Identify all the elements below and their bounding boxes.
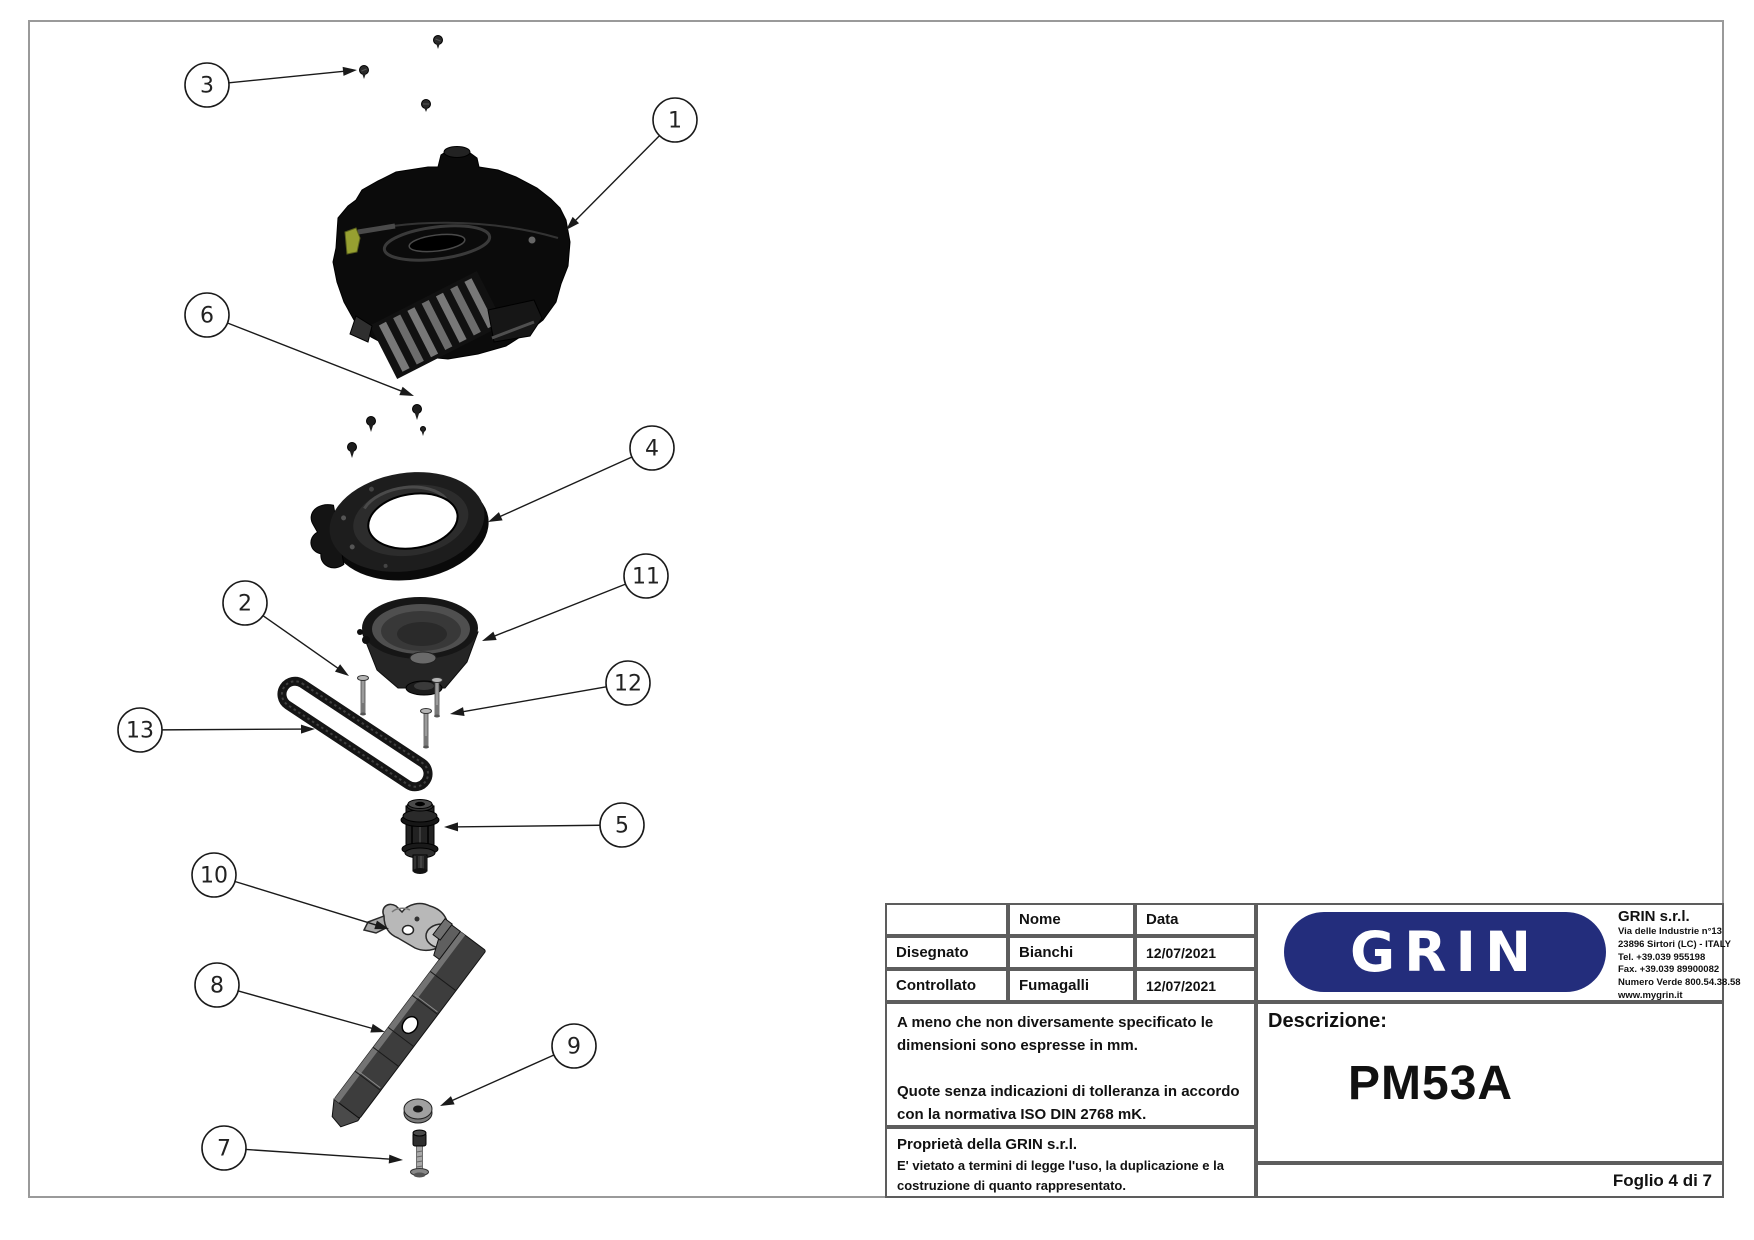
row-disegnato-date bbox=[1135, 936, 1256, 969]
callout-number: 8 bbox=[210, 973, 224, 999]
tolerance-notes-box bbox=[885, 1002, 1256, 1127]
company-address-line: Tel. +39.039 955198 bbox=[1618, 951, 1706, 963]
callout-12 bbox=[450, 661, 650, 716]
company-info bbox=[1618, 908, 1741, 1016]
leader-line bbox=[488, 584, 626, 639]
spindle-pulley bbox=[401, 800, 439, 875]
bolt-12b bbox=[421, 709, 432, 749]
blade-washer bbox=[404, 1099, 432, 1123]
table-header-nome bbox=[1008, 903, 1135, 936]
leader-line bbox=[235, 881, 383, 927]
blade-bolt bbox=[411, 1130, 429, 1178]
callout-9 bbox=[440, 1024, 596, 1106]
company-address-line: Via delle Industrie n°13 bbox=[1618, 926, 1722, 937]
drive-belt bbox=[277, 676, 433, 792]
leader-arrowhead bbox=[389, 1155, 403, 1164]
leader-line bbox=[162, 729, 309, 730]
callout-number: 2 bbox=[238, 591, 252, 617]
callout-number: 7 bbox=[217, 1136, 231, 1162]
header-data-label: Data bbox=[1146, 911, 1179, 928]
leader-line bbox=[263, 616, 344, 673]
company-address-line: www.mygrin.it bbox=[1618, 990, 1683, 1002]
callout-number: 3 bbox=[200, 73, 214, 99]
leader-arrowhead bbox=[482, 632, 497, 641]
property-body: E' vietato a termini di legge l'uso, la duplicazione e la costruzione di quanto rappresentato. bbox=[897, 1158, 1224, 1193]
leader-line bbox=[570, 136, 659, 226]
description-box bbox=[1256, 1002, 1724, 1163]
callout-number: 9 bbox=[567, 1034, 581, 1060]
callout-number: 5 bbox=[615, 813, 629, 839]
row-controllato-name bbox=[1008, 969, 1135, 1002]
callout-4 bbox=[488, 426, 674, 522]
leader-arrowhead bbox=[450, 707, 465, 716]
leader-arrowhead bbox=[399, 387, 414, 396]
callout-number: 4 bbox=[645, 436, 659, 462]
row-controllato-role bbox=[885, 969, 1008, 1002]
callout-number: 1 bbox=[668, 108, 682, 134]
callout-11 bbox=[482, 554, 668, 641]
notes-line1: A meno che non diversamente specificato le dimensioni sono espresse in mm. bbox=[897, 1014, 1214, 1054]
engine-assembly bbox=[333, 147, 570, 379]
leader-line bbox=[246, 1149, 397, 1159]
row-controllato-date bbox=[1135, 969, 1256, 1002]
belt-cover-bowl bbox=[357, 597, 478, 695]
leader-line bbox=[229, 71, 351, 83]
model-code: PM53A bbox=[1348, 1057, 1514, 1110]
callout-3 bbox=[185, 63, 357, 107]
callout-10 bbox=[192, 853, 389, 929]
sheet-number: Foglio 4 di 7 bbox=[1612, 1170, 1712, 1190]
company-address-line: Fax. +39.039 89900082 bbox=[1618, 964, 1720, 976]
leader-arrowhead bbox=[370, 1024, 385, 1033]
callout-1 bbox=[566, 98, 697, 230]
company-name: GRIN s.r.l. bbox=[1618, 908, 1690, 925]
callout-number: 13 bbox=[126, 718, 154, 744]
callout-5 bbox=[444, 803, 644, 847]
header-nome-label: Nome bbox=[1019, 911, 1061, 928]
callout-13 bbox=[118, 708, 315, 752]
description-label: Descrizione: bbox=[1268, 1010, 1387, 1032]
leader-arrowhead bbox=[488, 512, 503, 522]
callout-number: 10 bbox=[200, 863, 228, 889]
engine-cover-screws bbox=[360, 36, 443, 113]
notes-line2: Quote senza indicazioni di tolleranza in accordo con la normativa ISO DIN 2768 mK. bbox=[897, 1083, 1240, 1123]
callout-number: 11 bbox=[632, 564, 660, 590]
leader-arrowhead bbox=[440, 1096, 455, 1106]
leader-arrowhead bbox=[444, 822, 458, 831]
company-address-line: Numero Verde 800.54.38.58 bbox=[1618, 977, 1741, 989]
housing-ring bbox=[302, 461, 496, 595]
callout-7 bbox=[202, 1126, 403, 1170]
callout-number: 6 bbox=[200, 303, 214, 329]
leader-line bbox=[493, 457, 631, 519]
disegnato-label: Disegnato bbox=[896, 944, 969, 961]
mower-blade bbox=[307, 919, 486, 1133]
company-address-line: 23896 Sirtori (LC) - ITALY bbox=[1618, 938, 1731, 950]
grin-logo: GRIN bbox=[1284, 912, 1606, 992]
logo-box bbox=[1256, 903, 1741, 1002]
leader-arrowhead bbox=[343, 67, 357, 76]
disegnato-name: Bianchi bbox=[1019, 944, 1074, 961]
sheet-number-bar bbox=[1256, 1163, 1724, 1198]
leader-line bbox=[450, 825, 600, 827]
property-title: Proprietà della GRIN s.r.l. bbox=[897, 1136, 1078, 1153]
table-header-empty bbox=[885, 903, 1008, 936]
bolt-2 bbox=[358, 676, 369, 716]
callout-8 bbox=[195, 963, 385, 1033]
mounting-screws bbox=[348, 405, 426, 459]
leader-line bbox=[238, 991, 379, 1030]
disegnato-date: 12/07/2021 bbox=[1146, 944, 1217, 961]
controllato-label: Controllato bbox=[896, 977, 976, 994]
table-header-data bbox=[1135, 903, 1256, 936]
row-disegnato-name bbox=[1008, 936, 1135, 969]
callout-2 bbox=[223, 581, 349, 676]
controllato-name: Fumagalli bbox=[1019, 977, 1090, 994]
callout-number: 12 bbox=[614, 671, 642, 697]
leader-arrowhead bbox=[335, 664, 349, 676]
spark-plug bbox=[345, 228, 360, 254]
leader-line bbox=[445, 1055, 553, 1104]
row-disegnato-role bbox=[885, 936, 1008, 969]
leader-line bbox=[456, 687, 606, 713]
controllato-date: 12/07/2021 bbox=[1146, 977, 1217, 994]
property-box bbox=[885, 1127, 1256, 1198]
